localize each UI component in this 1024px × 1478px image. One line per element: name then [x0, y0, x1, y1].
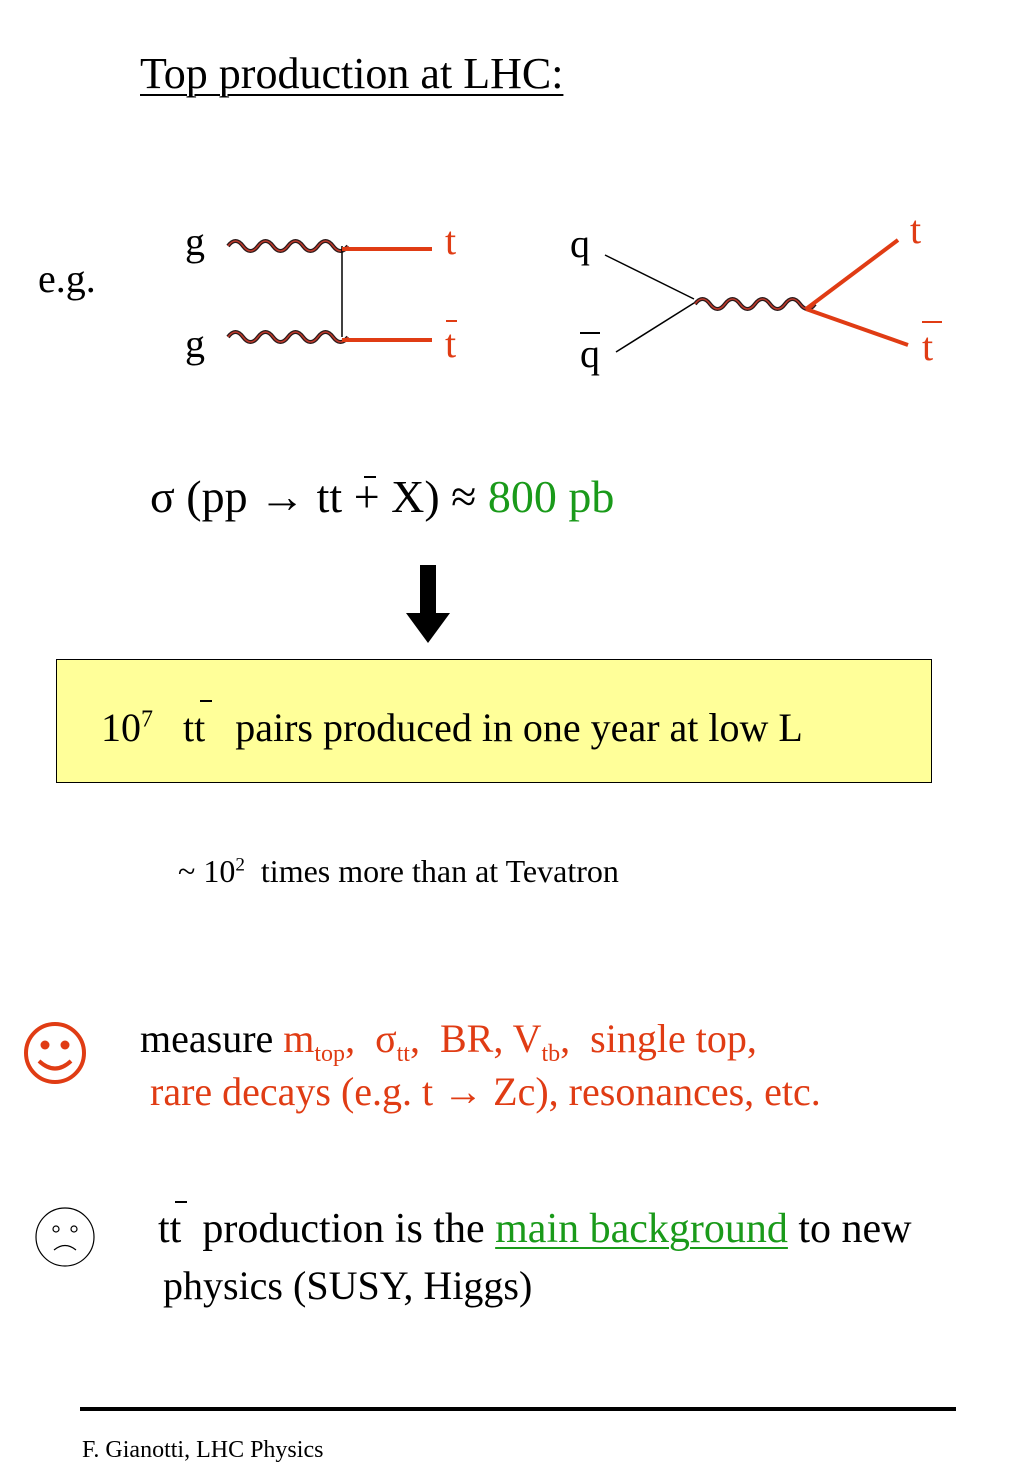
d2-antitop-line [806, 309, 908, 345]
gluon-line-bottom-inner [228, 332, 348, 342]
highlight-box [56, 659, 932, 783]
page-title: Top production at LHC: [140, 49, 564, 98]
measure-line-1 [140, 1015, 757, 1068]
cross-section-tbar [363, 474, 377, 480]
d1-out1: t [445, 218, 457, 263]
tevatron-prefix: ~ 10 [178, 853, 236, 889]
background-text2: to new [787, 1206, 912, 1252]
footer-rule [80, 1407, 956, 1411]
cross-section-rhs: + X) ≈ [342, 471, 488, 522]
d1-in1: g [185, 219, 205, 264]
d2-out2: t [922, 324, 934, 369]
footer: F. Gianotti, LHC Physics [82, 1437, 324, 1463]
background-line-2: physics (SUSY, Higgs) [163, 1263, 533, 1308]
measure-items: $m_{top}$, $\sigma_{tt}$, BR, $V_{tb}$, single top, [283, 1016, 757, 1067]
eg-label: e.g. [38, 256, 96, 301]
box-description: pairs produced in one year at low L [235, 705, 803, 750]
box-exp-base: 10 [101, 705, 141, 750]
tevatron-comparison [178, 853, 619, 890]
tevatron-text: times more than at Tevatron [260, 853, 619, 889]
gluon-line-s-inner [695, 299, 815, 309]
box-text [101, 704, 803, 751]
d1-out2: t [445, 321, 457, 366]
main-background-link: main background [495, 1206, 788, 1252]
d2-in1: q [570, 221, 590, 266]
box-tt: tt [183, 705, 206, 750]
d2-out1: t [910, 207, 922, 252]
measure-word: measure [140, 1016, 284, 1061]
background-tt: tt [158, 1206, 182, 1252]
measure-line-2: rare decays (e.g. t → Zc), resonances, etc. [150, 1069, 821, 1114]
d2-in2: q [580, 331, 600, 376]
cross-section [150, 470, 614, 523]
gluon-line-top-inner [228, 241, 348, 251]
cross-section-lhs: σ (pp → tt [150, 471, 343, 522]
d1-in2: g [185, 321, 205, 366]
background-text1: production is the [202, 1206, 496, 1252]
antiquark-line [616, 303, 694, 352]
cross-section-value: 800 pb [487, 471, 615, 522]
quark-line [605, 255, 694, 299]
tevatron-power: 2 [235, 854, 245, 876]
down-arrow-icon [405, 565, 451, 650]
box-exp-power: 7 [141, 706, 153, 733]
frown-face-icon [34, 1206, 96, 1273]
smiley-icon [22, 1020, 88, 1091]
background-line-1 [158, 1205, 912, 1253]
d2-top-line [806, 240, 898, 309]
feynman-diagrams [0, 0, 1024, 420]
